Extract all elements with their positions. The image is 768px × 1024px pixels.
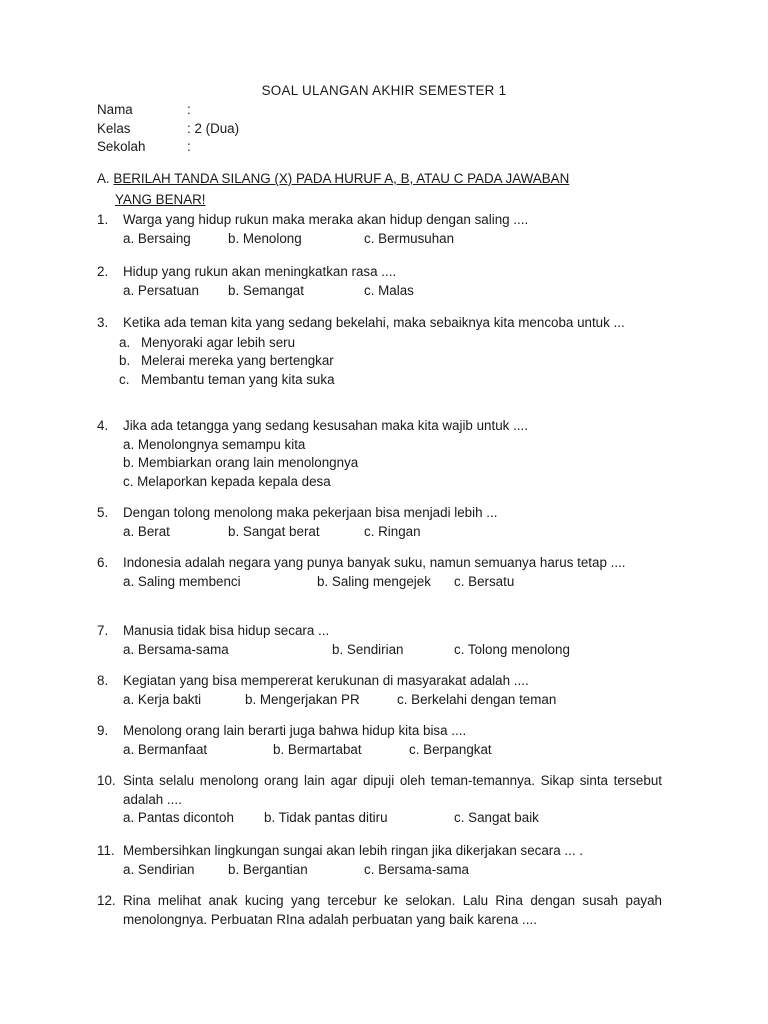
option-b: b. Menolong bbox=[228, 230, 302, 246]
option-b bbox=[119, 352, 662, 371]
option-b: b. Bermartabat bbox=[273, 741, 362, 757]
option-a: a. Sendirian bbox=[123, 861, 195, 877]
option-a: a. Bermanfaat bbox=[123, 741, 208, 757]
question-number: 11. bbox=[97, 843, 115, 858]
option-a: a. Saling membenci bbox=[123, 573, 241, 589]
options-list bbox=[123, 436, 662, 492]
option-a bbox=[119, 334, 662, 353]
option-b: b. Tidak pantas ditiru bbox=[264, 810, 388, 825]
question-number: 4. bbox=[97, 418, 109, 433]
option-c: c. Bersama-sama bbox=[364, 861, 469, 877]
option-b: b. Sangat berat bbox=[228, 523, 320, 539]
question-text: Rina melihat anak kucing yang tercebur ke selokan. Lalu Rina dengan susah payah menolongnya. Perbuatan RIna adalah perbuatan yang baik karena .... bbox=[123, 893, 662, 927]
question-text: Sinta selalu menolong orang lain agar dipuji oleh teman-temannya. Sikap sinta tersebut adalah .... bbox=[123, 773, 662, 807]
question-1 bbox=[97, 211, 662, 249]
option-text: Membantu teman yang kita suka bbox=[141, 371, 335, 387]
question-number: 9. bbox=[97, 723, 109, 738]
question-11 bbox=[97, 842, 662, 880]
option-a: a. Kerja bakti bbox=[123, 691, 202, 707]
question-text: Jika ada tetangga yang sedang kesusahan maka kita wajib untuk .... bbox=[123, 418, 528, 433]
question-text: Hidup yang rukun akan meningkatkan rasa .... bbox=[123, 264, 397, 279]
question-text: Dengan tolong menolong maka pekerjaan bisa menjadi lebih ... bbox=[123, 505, 498, 520]
question-number: 1. bbox=[97, 212, 109, 227]
option-text: Melerai mereka yang bertengkar bbox=[141, 353, 334, 368]
question-number: 12. bbox=[97, 893, 116, 908]
field-kelas bbox=[97, 121, 239, 136]
field-sekolah bbox=[97, 139, 191, 154]
question-text: Kegiatan yang bisa mempererat kerukunan di masyarakat adalah .... bbox=[123, 673, 529, 688]
question-6 bbox=[97, 554, 662, 592]
option-b: b. Membiarkan orang lain menolongnya bbox=[123, 455, 359, 470]
options-row bbox=[123, 741, 662, 760]
option-a: a. Bersaing bbox=[123, 230, 191, 246]
question-12 bbox=[97, 892, 662, 929]
options-row bbox=[123, 861, 662, 880]
option-c: c. Berkelahi dengan teman bbox=[397, 691, 557, 707]
question-text: Manusia tidak bisa hidup secara ... bbox=[123, 623, 330, 638]
question-text: Menolong orang lain berarti juga bahwa hidup kita bisa .... bbox=[123, 723, 467, 738]
option-a: a. Persatuan bbox=[123, 282, 199, 298]
question-3 bbox=[97, 314, 662, 389]
option-c bbox=[119, 371, 662, 390]
options-row bbox=[123, 282, 662, 301]
question-5 bbox=[97, 504, 662, 542]
field-nama bbox=[97, 102, 191, 117]
options-row bbox=[123, 523, 662, 542]
option-c: c. Malas bbox=[364, 282, 414, 298]
section-instruction bbox=[97, 168, 657, 210]
question-4 bbox=[97, 417, 662, 491]
section-prefix: A. bbox=[97, 171, 110, 186]
option-b: b. Saling mengejek bbox=[317, 573, 431, 589]
question-number: 5. bbox=[97, 505, 109, 520]
option-letter: a. bbox=[119, 334, 131, 350]
field-value: : bbox=[187, 139, 191, 154]
option-letter: c. bbox=[119, 371, 130, 387]
question-9 bbox=[97, 722, 662, 760]
options-list bbox=[119, 334, 662, 390]
section-line1: BERILAH TANDA SILANG (X) PADA HURUF A, B, ATAU C PADA JAWABAN bbox=[113, 171, 570, 186]
options-row bbox=[123, 691, 662, 710]
question-number: 10. bbox=[97, 773, 116, 788]
question-10 bbox=[97, 772, 662, 828]
option-a: a. Berat bbox=[123, 523, 170, 539]
question-2 bbox=[97, 263, 662, 301]
question-8 bbox=[97, 672, 662, 710]
question-number: 3. bbox=[97, 315, 109, 330]
field-label: Kelas bbox=[97, 121, 131, 136]
question-number: 2. bbox=[97, 264, 109, 279]
question-number: 6. bbox=[97, 555, 109, 570]
field-value: : bbox=[187, 102, 191, 117]
field-label: Nama bbox=[97, 102, 133, 117]
option-b: b. Mengerjakan PR bbox=[245, 691, 360, 707]
question-7 bbox=[97, 622, 662, 660]
option-c: c. Berpangkat bbox=[409, 741, 492, 757]
option-text: Menyoraki agar lebih seru bbox=[141, 334, 296, 350]
page-title: SOAL ULANGAN AKHIR SEMESTER 1 bbox=[261, 83, 507, 98]
option-c: c. Ringan bbox=[364, 523, 421, 539]
question-text: Membersihkan lingkungan sungai akan lebih ringan jika dikerjakan secara ... . bbox=[123, 843, 584, 858]
option-a: a. Menolongnya semampu kita bbox=[123, 436, 306, 452]
option-letter: b. bbox=[119, 353, 131, 368]
question-number: 8. bbox=[97, 673, 109, 688]
option-a: a. Pantas dicontoh bbox=[123, 810, 234, 825]
options-row bbox=[123, 573, 662, 592]
options-row bbox=[123, 809, 662, 828]
option-b: b. Sendirian bbox=[332, 641, 404, 657]
section-line2: YANG BENAR! bbox=[115, 192, 206, 207]
option-c: c. Bermusuhan bbox=[364, 230, 455, 246]
field-value: : 2 (Dua) bbox=[187, 121, 240, 136]
option-b: b. Bergantian bbox=[228, 861, 308, 877]
option-b: b. Semangat bbox=[228, 282, 304, 298]
option-a: a. Bersama-sama bbox=[123, 641, 229, 657]
question-text: Indonesia adalah negara yang punya banyak suku, namun semuanya harus tetap .... bbox=[123, 555, 626, 570]
option-c: c. Bersatu bbox=[454, 573, 515, 589]
options-row bbox=[123, 641, 662, 660]
options-row bbox=[123, 230, 662, 249]
option-c: c. Melaporkan kepada kepala desa bbox=[123, 473, 331, 489]
field-label: Sekolah bbox=[97, 139, 146, 154]
question-text: Ketika ada teman kita yang sedang bekelahi, maka sebaiknya kita mencoba untuk ... bbox=[123, 315, 625, 330]
question-number: 7. bbox=[97, 623, 109, 638]
question-text: Warga yang hidup rukun maka meraka akan hidup dengan saling .... bbox=[123, 212, 529, 227]
option-c: c. Sangat baik bbox=[454, 810, 539, 825]
option-c: c. Tolong menolong bbox=[454, 641, 570, 657]
